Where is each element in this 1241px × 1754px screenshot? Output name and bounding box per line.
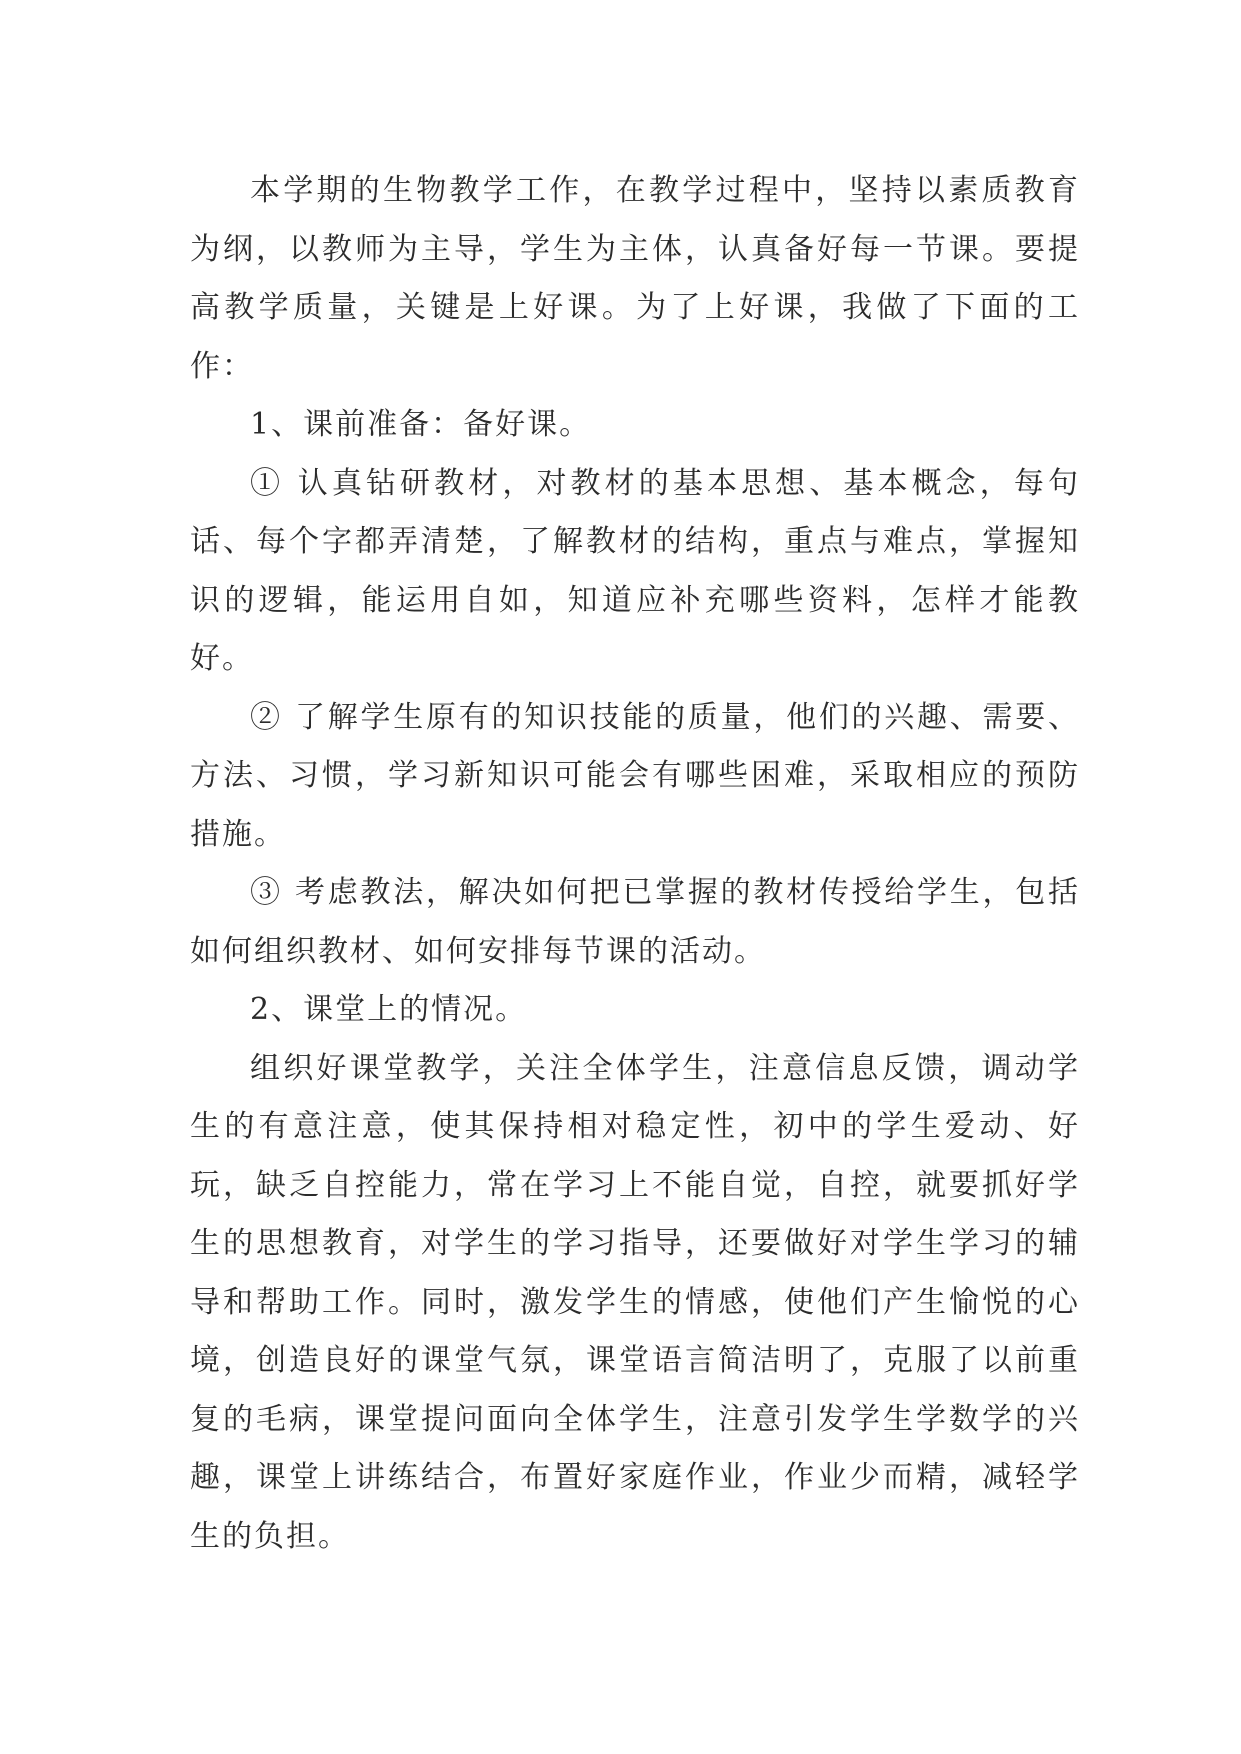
item-1-paragraph: ① 认真钻研教材，对教材的基本思想、基本概念，每句话、每个字都弄清楚，了解教材的结构，重点与难点，掌握知识的逻辑，能运用自如，知道应补充哪些资料，怎样才能教好。 (190, 465, 1080, 676)
section-2-heading: 2、课堂上的情况。 (250, 992, 528, 1027)
item-3-paragraph: ③ 考虑教法，解决如何把已掌握的教材传授给学生，包括如何组织教材、如何安排每节课的活动。 (190, 875, 1080, 969)
intro-paragraph: 本学期的生物教学工作，在教学过程中，坚持以素质教育为纲，以教师为主导，学生为主体，认真备好每一节课。要提高教学质量，关键是上好课。为了上好课，我做了下面的工作： (190, 173, 1080, 384)
document-body (190, 162, 1080, 1566)
item-2-paragraph: ② 了解学生原有的知识技能的质量，他们的兴趣、需要、方法、习惯，学习新知识可能会有哪些困难，采取相应的预防措施。 (190, 699, 1080, 852)
classroom-paragraph: 组织好课堂教学，关注全体学生，注意信息反馈，调动学生的有意注意，使其保持相对稳定性，初中的学生爱动、好玩，缺乏自控能力，常在学习上不能自觉，自控，就要抓好学生的思想教育，对学生的学习指导，还要做好对学生学习的辅导和帮助工作。同时，激发学生的情感，使他们产生愉悦的心境，创造良好的课堂气氛，课堂语言简洁明了，克服了以前重复的毛病，课堂提问面向全体学生，注意引发学生学数学的兴趣，课堂上讲练结合，布置好家庭作业，作业少而精，减轻学生的负担。 (190, 1050, 1080, 1554)
section-1-heading: 1、课前准备：备好课。 (250, 407, 592, 442)
